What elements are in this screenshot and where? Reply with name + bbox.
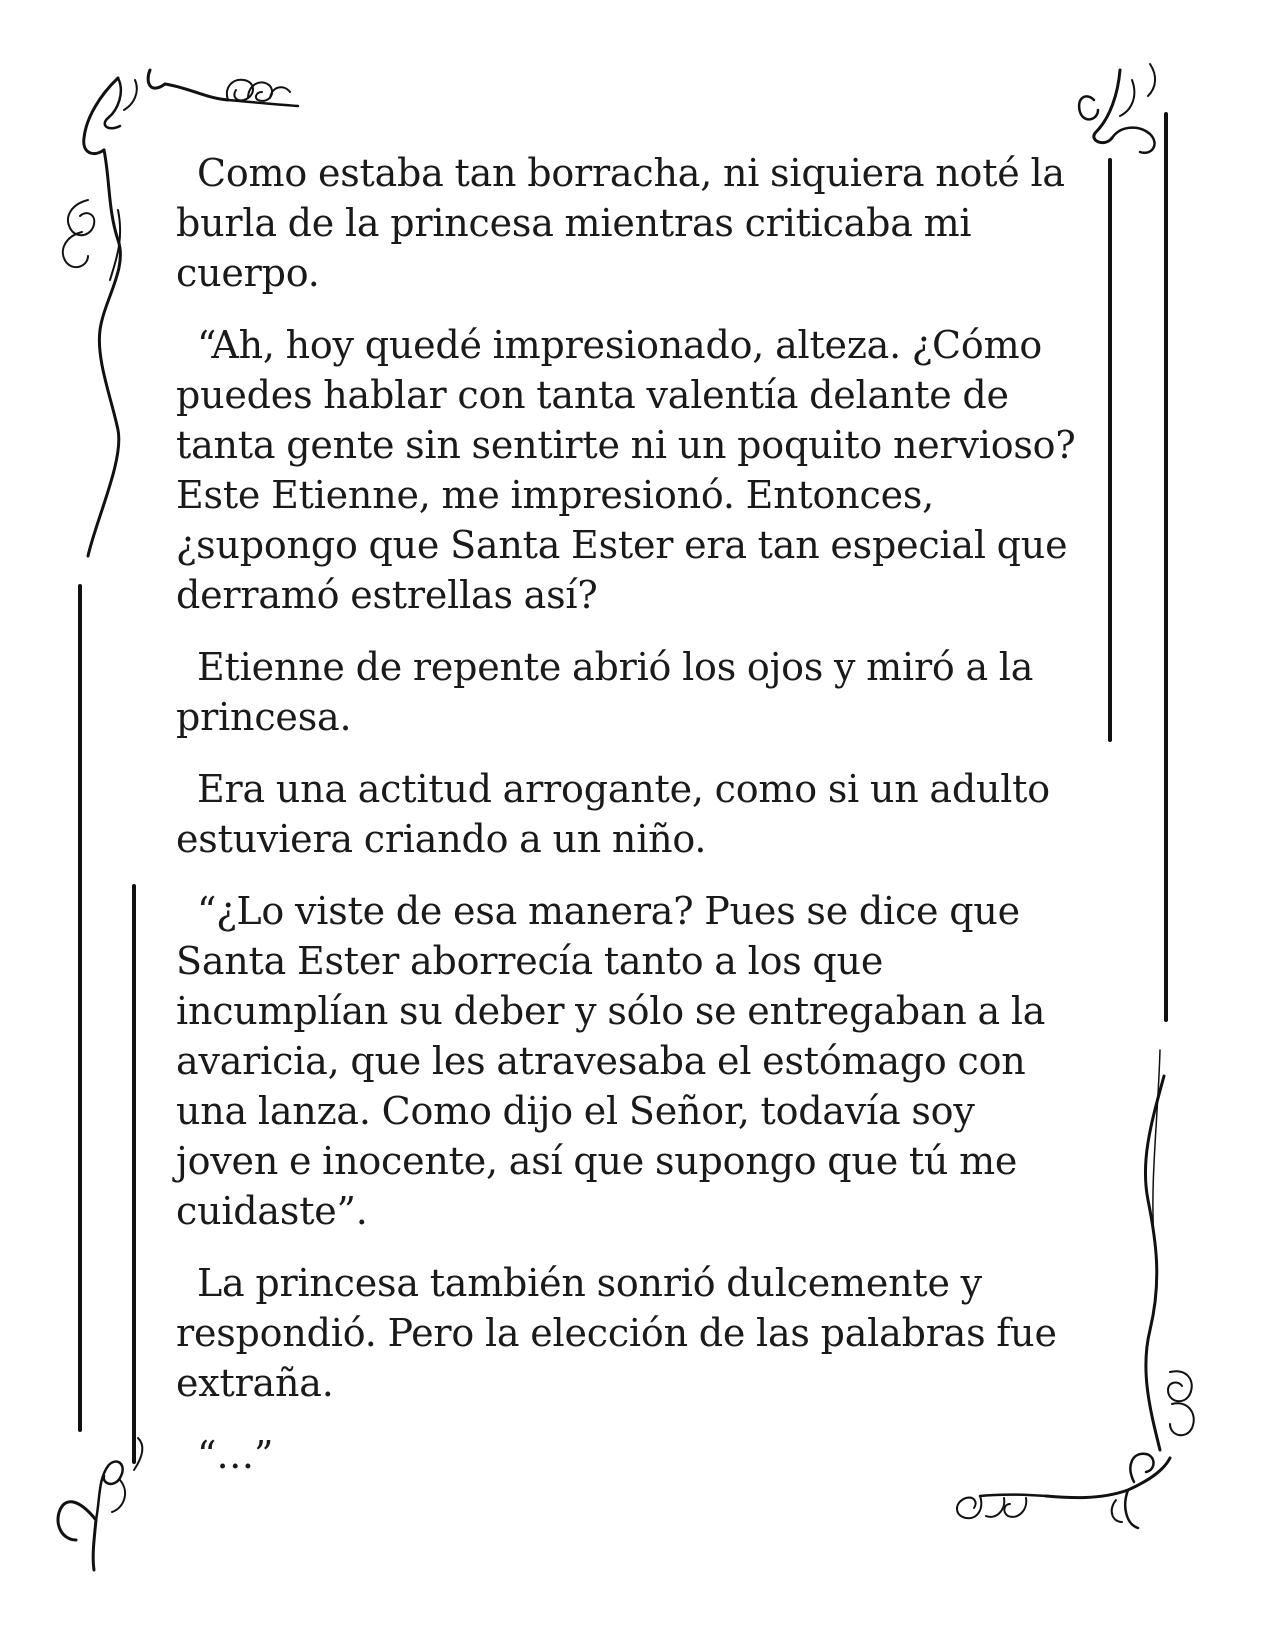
ornament-bottom-left — [58, 1438, 142, 1570]
paragraph: La princesa también sonrió dulcemente y respondió. Pero la elección de las palabras fue extraña. — [176, 1261, 1057, 1405]
paragraph: “¿Lo viste de esa manera? Pues se dice que Santa Ester aborrecía tanto a los que incumplían su deber y sólo se entregaban a la avaricia, que les atravesaba el estómago con una lanza. Como dijo el Señor, todavía soy joven e inocente, así que supongo que tú me cuidaste”. — [176, 889, 1046, 1233]
paragraph: Etienne de repente abrió los ojos y miró a la princesa. — [176, 645, 1034, 739]
document-body — [176, 148, 1076, 1502]
paragraph: Como estaba tan borracha, ni siquiera noté la burla de la princesa mientras criticaba mi cuerpo. — [176, 151, 1065, 295]
paragraph: “Ah, hoy quedé impresionado, alteza. ¿Cómo puedes hablar con tanta valentía delante de tanta gente sin sentirte ni un poquito nervioso? Este Etienne, me impresionó. Entonces, ¿supongo que Santa Ester era tan especial que derramó estrellas así? — [176, 323, 1076, 617]
ornament-top-right — [1079, 64, 1155, 153]
paragraph: Era una actitud arrogante, como si un adulto estuviera criando a un niño. — [176, 767, 1050, 861]
ornament-right-lower — [1145, 1050, 1193, 1450]
paragraph: “…” — [197, 1433, 274, 1477]
